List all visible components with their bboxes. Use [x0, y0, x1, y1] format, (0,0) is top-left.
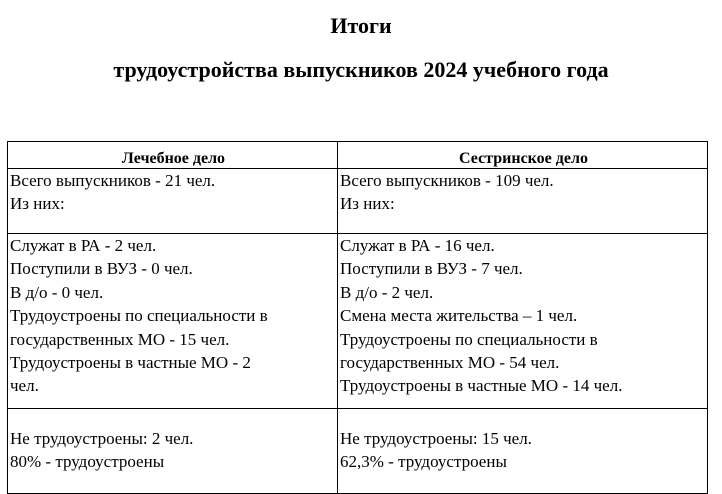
not-employed-text: Не трудоустроены: 15 чел.: [340, 429, 532, 448]
detail-line: В д/о - 0 чел.: [10, 282, 104, 302]
of-them-text: Из них:: [10, 194, 65, 214]
table-header-row: [8, 142, 708, 169]
employed-percent-text: 62,3% - трудоустроены: [340, 452, 507, 472]
header-lechebnoe-delo: Лечебное дело: [8, 142, 338, 169]
employment-results-table: [7, 141, 708, 494]
document-subtitle: трудоустройства выпускников 2024 учебного года: [113, 57, 609, 82]
cell-totals-sestrinskoe: [338, 169, 708, 234]
detail-line: Поступили в ВУЗ - 0 чел.: [10, 259, 193, 279]
cell-details-sestrinskoe: [338, 234, 708, 409]
detail-line: В д/о - 2 чел.: [340, 282, 434, 302]
table-row-totals: [8, 169, 708, 234]
table-row-summary: [8, 409, 708, 494]
detail-line: чел.: [10, 376, 39, 396]
detail-line: Трудоустроены в частные МО - 14 чел.: [340, 376, 623, 396]
detail-line: Служат в РА - 16 чел.: [340, 236, 495, 255]
cell-summary-lechebnoe: [8, 409, 338, 494]
detail-line: Смена места жительства – 1 чел.: [340, 306, 578, 326]
header-sestrinskoe-delo: Сестринское дело: [338, 142, 708, 169]
detail-line: Трудоустроены в частные МО - 2: [10, 353, 251, 373]
not-employed-text: Не трудоустроены: 2 чел.: [10, 429, 194, 448]
employed-percent-text: 80% - трудоустроены: [10, 452, 165, 472]
cell-totals-lechebnoe: [8, 169, 338, 234]
table-row-details: [8, 234, 708, 409]
total-graduates-text: Всего выпускников - 109 чел.: [340, 171, 554, 190]
cell-summary-sestrinskoe: [338, 409, 708, 494]
detail-line: государственных МО - 54 чел.: [340, 353, 560, 373]
detail-line: Служат в РА - 2 чел.: [10, 236, 157, 255]
cell-details-lechebnoe: [8, 234, 338, 409]
document-title: Итоги: [330, 13, 392, 38]
detail-line: государственных МО - 15 чел.: [10, 329, 230, 349]
detail-line: Поступили в ВУЗ - 7 чел.: [340, 259, 523, 279]
detail-line: Трудоустроены по специальности в: [340, 329, 598, 349]
of-them-text: Из них:: [340, 194, 395, 214]
detail-line: Трудоустроены по специальности в: [10, 306, 268, 326]
total-graduates-text: Всего выпускников - 21 чел.: [10, 171, 216, 190]
